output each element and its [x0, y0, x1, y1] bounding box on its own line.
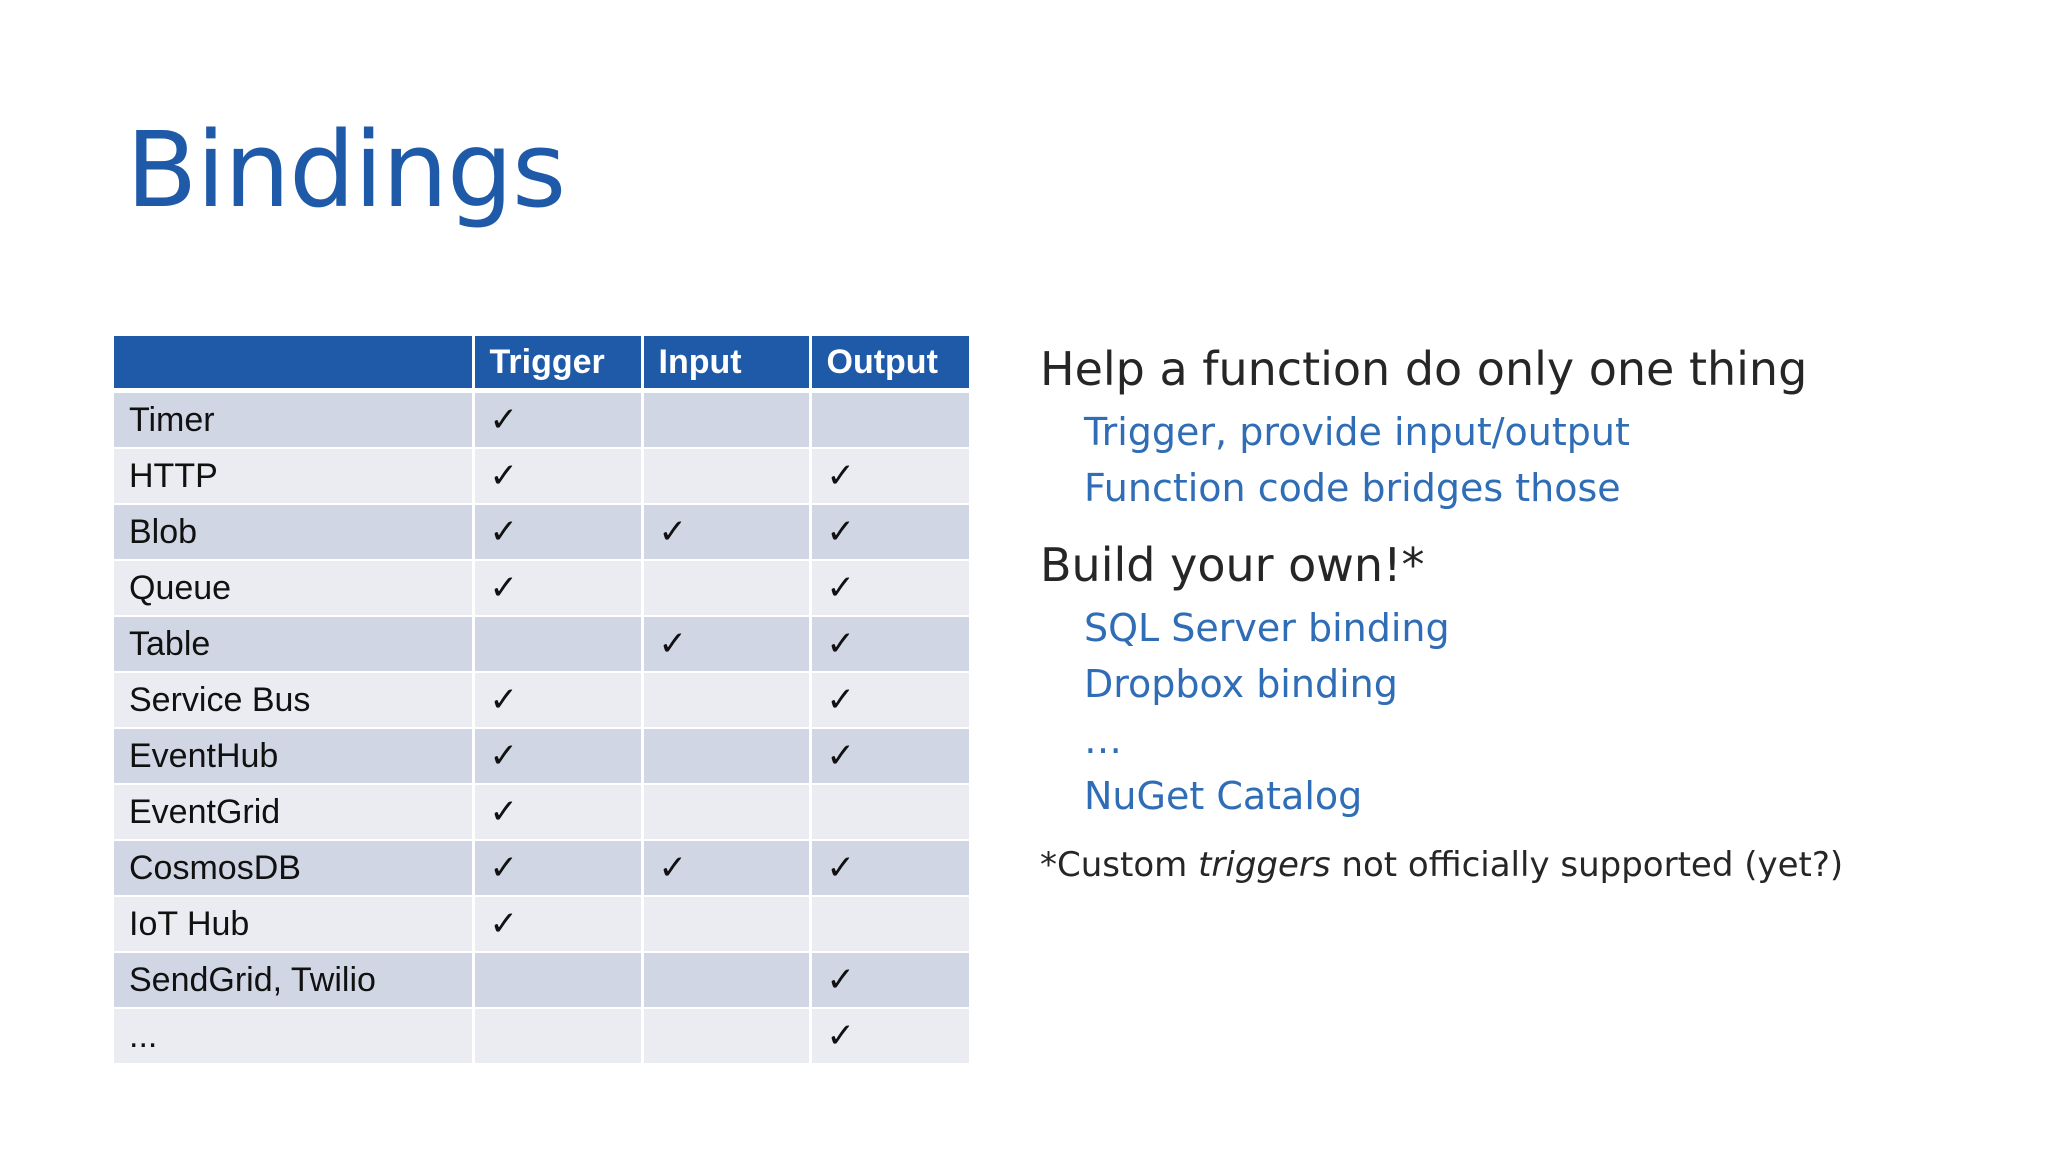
- binding-name: Timer: [114, 391, 473, 449]
- table-row: [114, 840, 969, 896]
- input-check-icon: [642, 1008, 810, 1064]
- sub-bullet-trigger-io: Trigger, provide input/output: [1084, 410, 1630, 454]
- binding-name: IoT Hub: [114, 896, 473, 952]
- trigger-check-icon: ✓: [473, 391, 642, 449]
- trigger-check-icon: ✓: [473, 784, 642, 840]
- output-check-icon: ✓: [810, 840, 969, 896]
- input-check-icon: [642, 391, 810, 449]
- input-check-icon: ✓: [642, 616, 810, 672]
- binding-name: EventGrid: [114, 784, 473, 840]
- table-row: [114, 896, 969, 952]
- binding-name: CosmosDB: [114, 840, 473, 896]
- input-check-icon: [642, 672, 810, 728]
- output-check-icon: [810, 896, 969, 952]
- binding-name: EventHub: [114, 728, 473, 784]
- output-check-icon: ✓: [810, 504, 969, 560]
- input-check-icon: [642, 448, 810, 504]
- trigger-check-icon: ✓: [473, 896, 642, 952]
- binding-name: SendGrid, Twilio: [114, 952, 473, 1008]
- output-check-icon: ✓: [810, 728, 969, 784]
- trigger-check-icon: [473, 952, 642, 1008]
- table-row: [114, 784, 969, 840]
- trigger-check-icon: [473, 1008, 642, 1064]
- table-row: [114, 448, 969, 504]
- sub-bullet-nuget: NuGet Catalog: [1084, 774, 1363, 818]
- input-check-icon: ✓: [642, 504, 810, 560]
- header-binding-name: [114, 336, 473, 391]
- input-check-icon: [642, 896, 810, 952]
- bullet-heading-build-your-own: Build your own!*: [1040, 538, 1425, 592]
- header-input: Input: [642, 336, 810, 391]
- table-row: [114, 391, 969, 449]
- output-check-icon: ✓: [810, 1008, 969, 1064]
- table-row: [114, 560, 969, 616]
- slide-title: Bindings: [126, 109, 566, 231]
- trigger-check-icon: ✓: [473, 728, 642, 784]
- footnote-emphasis: triggers: [1198, 845, 1331, 885]
- trigger-check-icon: ✓: [473, 504, 642, 560]
- output-check-icon: [810, 784, 969, 840]
- sub-bullet-function-code: Function code bridges those: [1084, 466, 1621, 510]
- output-check-icon: ✓: [810, 560, 969, 616]
- table-header-row: [114, 336, 969, 391]
- bindings-table: [114, 336, 969, 1065]
- binding-name: Blob: [114, 504, 473, 560]
- trigger-check-icon: ✓: [473, 560, 642, 616]
- input-check-icon: [642, 784, 810, 840]
- header-trigger: Trigger: [473, 336, 642, 391]
- footnote-suffix: not officially supported (yet?): [1330, 845, 1844, 885]
- table-row: [114, 952, 969, 1008]
- trigger-check-icon: ✓: [473, 448, 642, 504]
- footnote: [1040, 840, 2000, 890]
- output-check-icon: ✓: [810, 672, 969, 728]
- notes-panel: [1040, 334, 2000, 890]
- trigger-check-icon: ✓: [473, 672, 642, 728]
- table-row: [114, 616, 969, 672]
- input-check-icon: ✓: [642, 840, 810, 896]
- sub-bullet-sql-server: SQL Server binding: [1084, 606, 1450, 650]
- input-check-icon: [642, 728, 810, 784]
- header-output: Output: [810, 336, 969, 391]
- table-row: [114, 728, 969, 784]
- binding-name: Service Bus: [114, 672, 473, 728]
- binding-name: Table: [114, 616, 473, 672]
- output-check-icon: [810, 391, 969, 449]
- table-row: [114, 1008, 969, 1064]
- input-check-icon: [642, 952, 810, 1008]
- sub-bullet-ellipsis: …: [1084, 718, 1122, 762]
- trigger-check-icon: [473, 616, 642, 672]
- footnote-prefix: *Custom: [1040, 845, 1199, 885]
- output-check-icon: ✓: [810, 952, 969, 1008]
- bullet-heading-one-thing: Help a function do only one thing: [1040, 342, 1808, 396]
- trigger-check-icon: ✓: [473, 840, 642, 896]
- binding-name: Queue: [114, 560, 473, 616]
- table-row: [114, 504, 969, 560]
- output-check-icon: ✓: [810, 616, 969, 672]
- binding-name: HTTP: [114, 448, 473, 504]
- sub-bullet-dropbox: Dropbox binding: [1084, 662, 1398, 706]
- input-check-icon: [642, 560, 810, 616]
- binding-name: ...: [114, 1008, 473, 1064]
- output-check-icon: ✓: [810, 448, 969, 504]
- table-row: [114, 672, 969, 728]
